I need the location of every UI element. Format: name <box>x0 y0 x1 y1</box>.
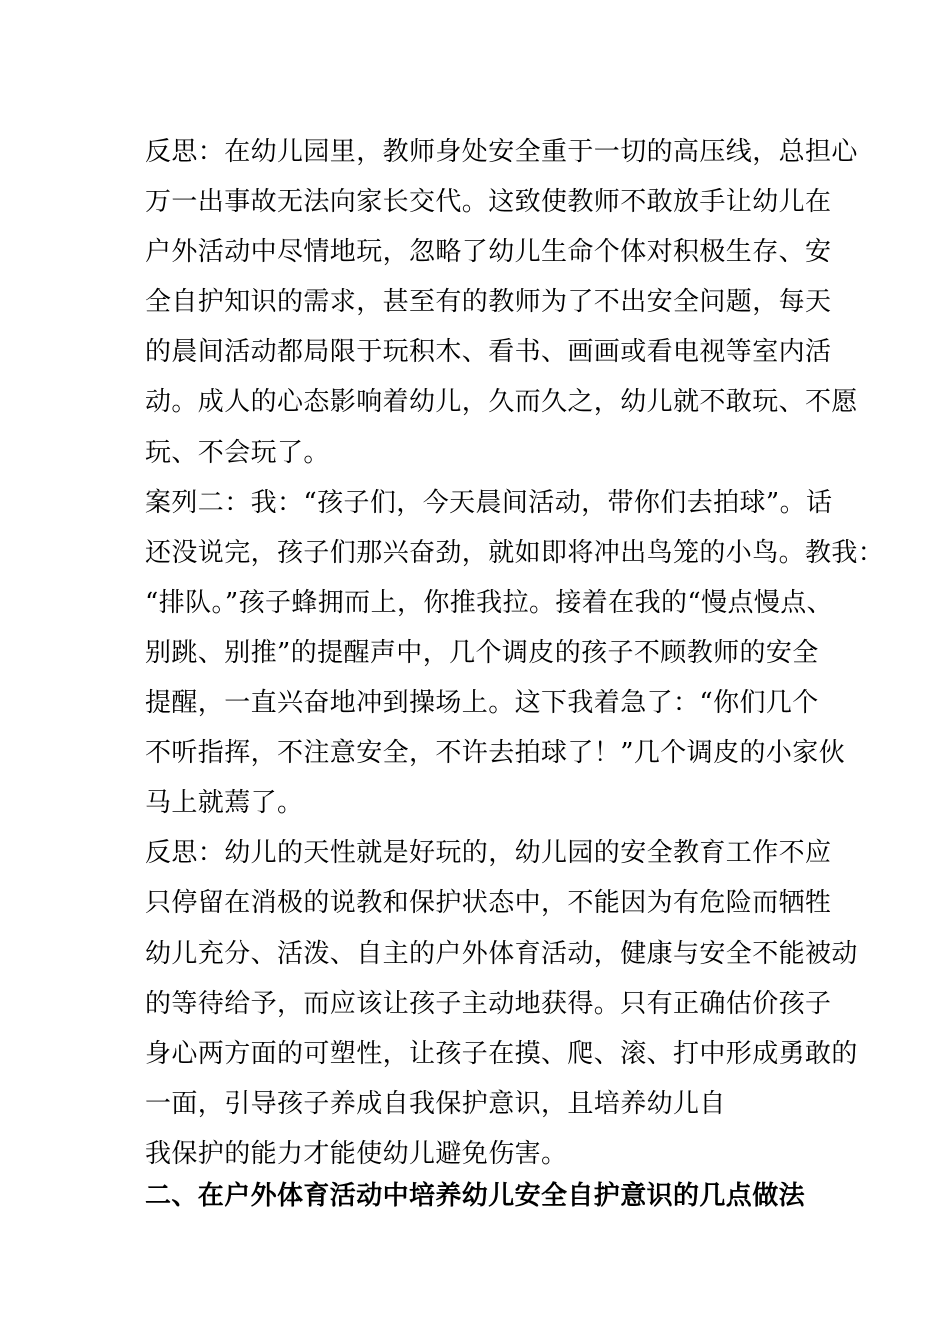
text-line: 提醒，一直兴奋地冲到操场上。这下我着急了：“你们几个 <box>145 688 819 719</box>
text-line: 幼儿充分、活泼、自主的户外体育活动，健康与安全不能被动 <box>145 938 858 969</box>
text-line: 马上就蔫了。 <box>145 788 304 819</box>
section-heading: 二、在户外体育活动中培养幼儿安全自护意识的几点做法 <box>145 1181 806 1211</box>
text-line: 我保护的能力才能使幼儿避免伤害。 <box>145 1138 568 1169</box>
text-line: 案列二：我：“孩子们，今天晨间活动，带你们去拍球”。话 <box>145 487 833 518</box>
text-line: 身心两方面的可塑性，让孩子在摸、爬、滚、打中形成勇敢的 <box>145 1038 858 1069</box>
body-text <box>145 127 885 1179</box>
text-line: 还没说完，孩子们那兴奋劲，就如即将冲出鸟笼的小鸟。教我： <box>145 537 885 568</box>
text-line: “排队。”孩子蜂拥而上，你推我拉。接着在我的“慢点慢点、 <box>145 587 834 618</box>
text-line: 别跳、别推”的提醒声中，几个调皮的孩子不顾教师的安全 <box>145 637 819 668</box>
text-line: 万一出事故无法向家长交代。这致使教师不敢放手让幼儿在 <box>145 187 832 218</box>
text-line: 全自护知识的需求，甚至有的教师为了不出安全问题，每天 <box>145 287 832 318</box>
text-line: 的等待给予，而应该让孩子主动地获得。只有正确估价孩子 <box>145 988 832 1019</box>
text-line: 的晨间活动都局限于玩积木、看书、画画或看电视等室内活 <box>145 337 832 368</box>
text-line: 反思：在幼儿园里，教师身处安全重于一切的高压线，总担心 <box>145 137 858 167</box>
text-line: 动。成人的心态影响着幼儿，久而久之，幼儿就不敢玩、不愿 <box>145 387 858 418</box>
text-line: 户外活动中尽情地玩，忽略了幼儿生命个体对积极生存、安 <box>145 237 832 268</box>
text-line: 玩、不会玩了。 <box>145 437 330 468</box>
text-line: 不听指挥，不注意安全，不许去拍球了！”几个调皮的小家伙 <box>145 738 846 769</box>
text-line: 只停留在消极的说教和保护状态中，不能因为有危险而牺牲 <box>145 888 832 919</box>
text-line: 反思：幼儿的天性就是好玩的，幼儿园的安全教育工作不应 <box>145 838 832 869</box>
text-line: 一面，引导孩子养成自我保护意识，且培养幼儿自 <box>145 1088 726 1119</box>
